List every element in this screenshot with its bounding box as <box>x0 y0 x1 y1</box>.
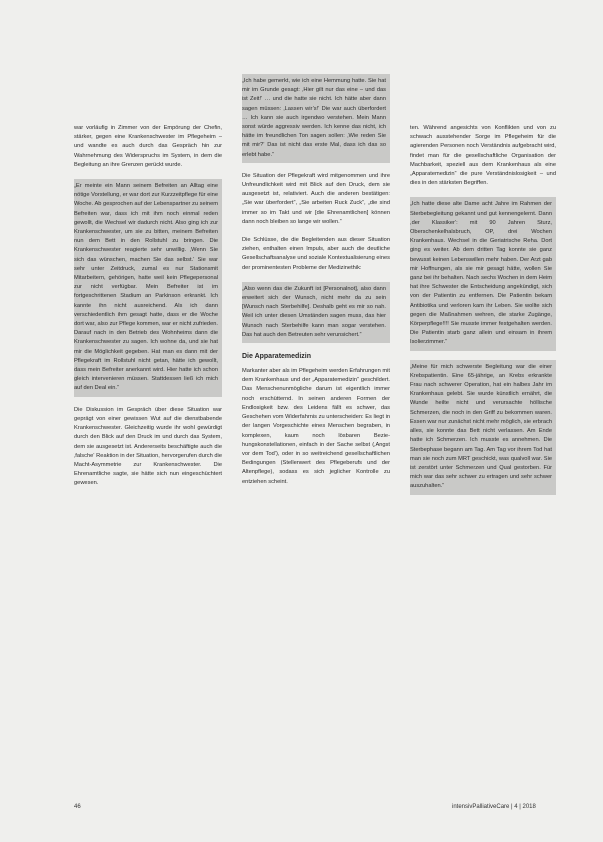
page-number: 46 <box>74 804 81 810</box>
paragraph: Markanter aber als im Pflegeheim werden Erfahrungen mit dem Krankenhaus und der „Apparatemedizin“ geschildert. Das Menschenunmögliche darum ist eigentlich immer noch erschütternd. In seinen anderen Formen der Endlosigkeit bzw. des Leidens fällt es schwer, das Geschehen vom Widerfahrnis zu unterscheiden: Es liegt in der langen Vorgeschichte eines Menschen begraben, in komplexen, kaum noch lösbaren Bezie-hungskonstellationen, einfach in der Sache selbst (‚Angst vor dem Tod‘), oder in so weitreichend gesellschaftlichen Bedingungen (Stellenwert des Pflegeberufs und der Altenpflege), sodass es sich jeglicher Kontrolle zu entziehen scheint. <box>242 368 390 485</box>
interview-quote <box>410 197 556 350</box>
interview-quote <box>410 360 556 495</box>
quote-text: „Ich hatte diese alte Dame acht Jahre im Rahmen der Sterbebegleitung gekannt und gut kennengelernt. Dann ,der Klassiker‘: mit 90 Jahren Sturz, Oberschenkelhalsbruch, OP, drei Wochen Krankenhaus. Wechsel in die Geriatrische Reha. Dort ging es weiter. Ab dem dritten Tag konnte sie ganz bewusst keinen Lebenswillen mehr haben. Der Arzt gab mir Hoffnungen, als sie mir gesagt hätte, wollen Sie ganz bei ihr behalten. Nach sechs Wochen in dem Heim hat ihre Schwester die Entscheidung angekündigt, sich von der Patientin zu entfernen. Die Patientin bekam Antibiotika und verloren kam ihr Leben. Sie wollte sich gegen die Maßnahmen wehren, die starke Zugänge, Körperpflege!!!! Sie musste immer festgehalten werden. Die Patientin starb ganz allein und einsam in ihrem Isolierzimmer.“ <box>410 201 552 346</box>
paragraph: Die Situation der Pflegekraft wird mitgenommen und ihre Unfreundlichkeit wird mit Blick auf den Druck, dem sie ausgesetzt ist, relativiert. Auch die anderen bestätigen: „Sie war überfordert“, „Sie arbeiten Ruck Zuck“, „die sind immer so im Takt und wir [die Ehrenamtlichen] können dann noch bleiben so lange wir wollen.“ <box>242 172 390 225</box>
interview-quote <box>242 74 390 163</box>
footer-publication: intensivPalliativeCare | 4 | 2018 <box>452 804 536 810</box>
quote-text: „Meine für mich schwerste Begleitung war die einer Krebspatientin. Eine 65-jährige, an Krebs erkrankte Frau nach schwerer Operation, hat ein halbes Jahr im Krankenhaus gelebt. Sie wurde künstlich ernährt, die Wunde heilte nicht und verursachte höllische Schmerzen, die noch in den Griff zu bekommen waren. Essen war nur zunächst nicht mehr möglich, sie erbrach alles, sie konnte das Bett nicht verlassen. Am Ende hatte ich Schmerzen. Ich musste es annehmen. Die Sterbephase begann am Tag. Am Tag vor ihrem Tod hat man sie noch zum MRT geschickt, was qualvoll war. Sie ist zerstört unter Schmerzen und Qual gestorben. Für mich war das sehr schwer zu ertragen und sehr schwer auszuhalten.“ <box>410 363 552 490</box>
quote-text: „Er meinte ein Mann seinem Befreiten an Alltag eine nötige Vorstellung, er war dort zur Kurzzeitpflege für eine Woche. Ab gesprochen auf der Lebenspartner zu seinem Befreiten war, dass ich mit ihm noch einmal reden gewollt, die Wechsel wir dadurch nicht. Also ging ich zur Krankenschwester, um sie zu bitten, meinem Befreiten nun dem Bett in den Rollstuhl zu bringen. Die Krankenschwester reagierte sehr unwillig. ‚Wenn Sie sich das wünschen, machen Sie das selbst.‘ Sie war sehr unter Zeitdruck, zumal es nur Stationsmit Mitarbeitern, gehörigen, hatte weil kein Pflegepersonal zur nicht verfügbar. Mein Befreiter ist im fortgeschrittenen Stadium an Parkinson erkrankt. Ich kannte ihn nicht ausreichend. Als ich dann verschiedentlich ihm gesagt hatte, dass er die Woche dort war, also zur Pflege kommen, war er nicht zufrieden. Darauf nach in den Betrieb des Wohnheims dann die Krankenschwester zu sagen. Ich wohne da, und sie hat mir die Möglichkeit gegeben. Hat man es dann mit der Pflegekraft im Rollstuhl nicht getan, hätte ich gewollt, dass mein Befreiter anerkannt wird. Hier hatte ich schon gleich intervenieren müssen. Stattdessen ließ ich mich auf den Deal ein.“ <box>74 183 218 392</box>
quote-text: „Also wenn das die Zukunft ist [Personalnot], also dann erweitert sich der Wunsch, nicht mehr da zu sein [Wunsch nach Sterbehilfe]. Deshalb geht es mir so nah. Weil ich unter diesen Umständen sagen muss, das hier Wunsch nach Sterbehilfe kann man sogar verstehen. Das hat auch den Betreuten sehr verunsichert.“ <box>242 285 386 338</box>
column-middle <box>242 74 390 800</box>
interview-quote <box>74 179 222 397</box>
interview-quote <box>242 282 390 343</box>
paragraph: ten. Während angesichts von Konflikten und von zu schwach ausstehender Sorge im Pflegeheim für die agierenden Personen noch Verständnis aufgebracht wird, findet man für die gesellschaftliche Organisation der Machbarkeit, speziell aus dem Krankenhaus als eine „Apparatemedizin“ die pure Verständnislosigkeit – und dies in den stärksten Begriffen. <box>410 125 556 187</box>
column-left <box>74 124 222 800</box>
paragraph: Die Diskussion im Gespräch über diese Situation war geprägt von einer gewissen Wut auf die dienstbabende Krankenschwester. Gleichzeitig wurde ihr wohl gewürdigt durch den Blick auf den Druck im und durch das System, dem sie ausgesetzt ist. Andererseits beschäftigte auch die ‚falsche‘ Reaktion in der Situation, hervorgerufen durch die Macht-Asymmetrie zur Krankenschwester. Die Ehrenamtliche sagte, sie hätte sich nun eingeschüchtert gewesen. <box>74 406 222 487</box>
paragraph: war vorläufig in Zimmer von der Empörung der Chefin, stärker, gegen eine Krankenschwester im Pflegeheim – und wandte es auch durch das Gespräch hin zur Wahrnehmung des Widerspruchs im System, in dem die Begleitung an ihre Grenzen gerückt wurde. <box>74 125 222 168</box>
quote-text: „Ich habe gemerkt, wie ich eine Hemmung hatte. Sie hat mir im Grunde gesagt: ‚Hier gilt nur das eine – und das ist Zeit!‘ … und die hatte sie nicht. Ich hätte aber dann sagen müssen: ‚Lassen wir’s!‘ Die war auch überfordert … Ich kann sie auch irgendwo verstehen. Mein Mann sonst würde aggressiv werden. Ich kenne das nicht, ich hätte im freundlichen Ton sagen sollen: ‚Wie reden Sie mit mir?‘ Das ist nicht das erste Mal, dass ich das so erlebt habe.“ <box>242 78 386 158</box>
section-heading: Die Apparatemedizin <box>242 353 311 361</box>
paragraph: Die Schlüsse, die die Begleitenden aus dieser Situation ziehen, enthalten einen Impuls, aber auch die deutliche Gesellschaftsanalyse und soziale Kontextualisierung eines der prominentesten Probleme der Medizinethik: <box>242 237 390 271</box>
column-right <box>410 124 556 800</box>
